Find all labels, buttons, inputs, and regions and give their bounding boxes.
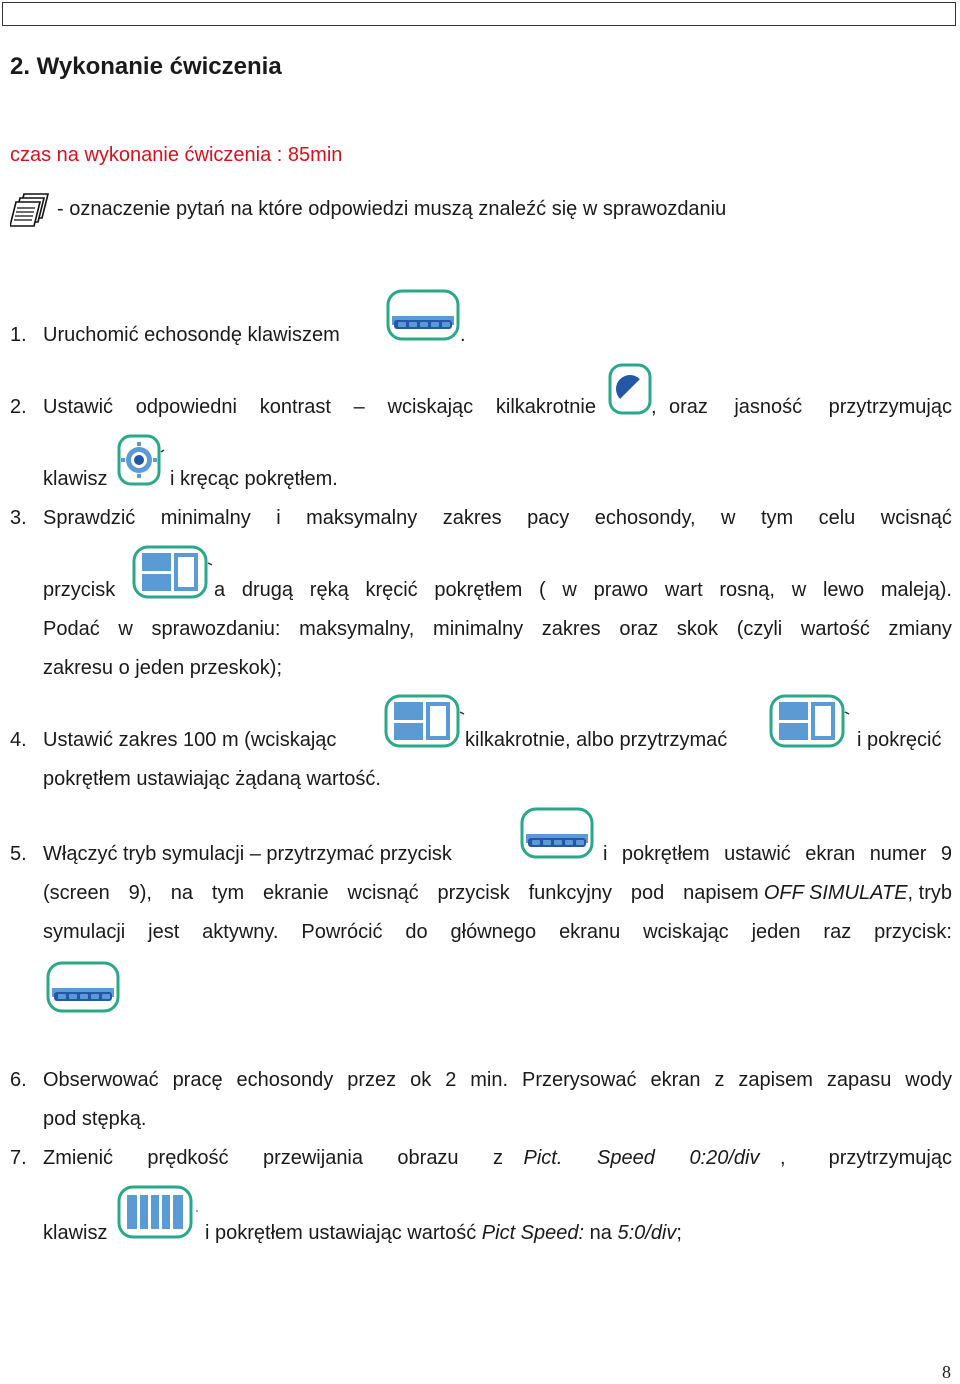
step-2-number: 2. xyxy=(10,396,27,418)
word: a xyxy=(214,579,226,601)
word: przycisk xyxy=(437,882,510,904)
word: Speed xyxy=(597,1147,655,1169)
word: minimalny xyxy=(433,618,524,640)
power-key-icon xyxy=(46,961,122,1015)
word: w xyxy=(118,618,133,640)
step-5-line2-pre xyxy=(43,881,759,905)
step-6-line1 xyxy=(43,1068,952,1092)
word: ręką xyxy=(309,579,349,601)
word: Zmienić xyxy=(43,1147,114,1169)
word: oraz xyxy=(669,396,708,418)
word: min. xyxy=(470,1069,509,1091)
word: celu xyxy=(818,507,856,529)
word: zapisem xyxy=(738,1069,813,1091)
step-5-line2-em: OFF SIMULATE xyxy=(763,882,908,904)
word: ekran xyxy=(650,1069,701,1091)
word: przytrzymując xyxy=(828,1147,952,1169)
word: sprawozdaniu: xyxy=(151,618,281,640)
step-4-line2: pokrętłem ustawiając żądaną wartość. xyxy=(43,768,381,790)
step-1-end: . xyxy=(460,324,466,346)
word: głównego xyxy=(450,921,537,943)
word: pokrętłem xyxy=(434,579,523,601)
step-7-line1-end xyxy=(780,1146,952,1170)
step-3-number: 3. xyxy=(10,507,27,529)
step-5-line2-post: , tryb xyxy=(907,882,952,904)
word: ( xyxy=(538,579,546,601)
word: 9 xyxy=(940,843,952,865)
word: ekranie xyxy=(263,882,329,904)
word: 2 xyxy=(445,1069,457,1091)
word: jest xyxy=(148,921,180,943)
report-pages-icon xyxy=(10,192,50,228)
step-5-a: Włączyć tryb symulacji – przytrzymać przycisk xyxy=(43,843,452,865)
word: minimalny xyxy=(160,507,251,529)
step-4-number: 4. xyxy=(10,729,27,751)
step-2-line2-a: klawisz xyxy=(43,468,108,490)
step-2-line2-b: i kręcąc pokrętłem. xyxy=(170,468,338,490)
word: zakres xyxy=(442,507,502,529)
step-1-text: Uruchomić echosondę klawiszem xyxy=(43,324,340,346)
word: ekran xyxy=(805,843,856,865)
step-3-line3 xyxy=(43,617,952,641)
word: 0:20/div xyxy=(689,1147,760,1169)
brightness-key-icon xyxy=(117,432,165,488)
word: – xyxy=(353,396,365,418)
step-7-line2-a: klawisz xyxy=(43,1222,108,1244)
word: w xyxy=(721,507,736,529)
word: na xyxy=(170,882,194,904)
word: i xyxy=(276,507,281,529)
step-7-number: 7. xyxy=(10,1147,27,1169)
word: symulacji xyxy=(43,921,126,943)
word: echosondy xyxy=(236,1069,334,1091)
word: pacy xyxy=(527,507,570,529)
word: wartość xyxy=(800,618,870,640)
word: ok xyxy=(410,1069,432,1091)
word: Powrócić xyxy=(301,921,383,943)
word: prędkość xyxy=(147,1147,229,1169)
word: kręcić xyxy=(365,579,418,601)
word: oraz xyxy=(619,618,659,640)
power-key-icon xyxy=(386,289,462,343)
word: ekranu xyxy=(559,921,621,943)
word: raz xyxy=(823,921,852,943)
step-2-line1-end xyxy=(669,395,952,419)
range-key-icon xyxy=(384,694,466,750)
word: jeden xyxy=(751,921,801,943)
step-7-line2-b: i pokrętłem ustawiając wartość xyxy=(205,1222,477,1244)
step-7-line1 xyxy=(43,1146,952,1170)
step-3-line2-a: przycisk xyxy=(43,579,116,601)
word: z xyxy=(492,1147,503,1169)
word: przytrzymując xyxy=(828,396,952,418)
word: lewo xyxy=(822,579,865,601)
word: odpowiedni xyxy=(135,396,237,418)
word: (czyli xyxy=(736,618,783,640)
range-key-icon xyxy=(132,545,214,601)
word: wcisnąć xyxy=(880,507,952,529)
word: przycisk: xyxy=(874,921,952,943)
word: wart xyxy=(664,579,703,601)
contrast-key-icon xyxy=(608,363,652,415)
word: aktywny. xyxy=(202,921,279,943)
word: maksymalny xyxy=(306,507,418,529)
word: tym xyxy=(760,507,794,529)
step-4-b: kilkakrotnie, albo przytrzymać xyxy=(465,729,728,751)
step-7-line2-em1: Pict Speed: xyxy=(481,1222,585,1244)
word: tym xyxy=(211,882,245,904)
page-number: 8 xyxy=(942,1362,951,1382)
step-7-line2-em2: 5:0/div xyxy=(617,1222,677,1244)
step-2-line1 xyxy=(43,395,596,419)
step-5-b xyxy=(603,842,952,866)
word: w xyxy=(791,579,807,601)
word: wciskając xyxy=(643,921,729,943)
speed-key-icon xyxy=(117,1185,199,1241)
word: numer xyxy=(869,843,927,865)
word: echosondy, xyxy=(594,507,696,529)
step-7-line2 xyxy=(205,1221,682,1245)
word: w xyxy=(562,579,577,601)
step-6-number: 6. xyxy=(10,1069,27,1091)
step-7-line1-em xyxy=(524,1146,760,1170)
step-7-line1-words xyxy=(43,1146,503,1170)
power-key-icon xyxy=(520,807,596,861)
word: napisem xyxy=(683,882,759,904)
word: obrazu xyxy=(397,1147,459,1169)
step-7-line2-d: ; xyxy=(676,1222,682,1244)
step-3-line1 xyxy=(43,506,952,530)
word: zmiany xyxy=(888,618,952,640)
word: Ustawić xyxy=(43,396,114,418)
word: Pict. xyxy=(523,1147,563,1169)
word: przez xyxy=(347,1069,397,1091)
step-4-c: i pokręcić xyxy=(857,729,942,751)
word: pod xyxy=(630,882,665,904)
word: maksymalny, xyxy=(299,618,415,640)
word: rosną, xyxy=(719,579,775,601)
word: Sprawdzić xyxy=(43,507,136,529)
step-2-comma: , xyxy=(651,396,657,418)
word: kilkakrotnie xyxy=(495,396,596,418)
step-1-number: 1. xyxy=(10,324,27,346)
word: drugą xyxy=(241,579,294,601)
step-5-line2 xyxy=(43,881,952,905)
word: prawo xyxy=(593,579,649,601)
word: jasność xyxy=(734,396,803,418)
word: pokrętłem xyxy=(621,843,710,865)
word: 9), xyxy=(128,882,152,904)
word: (screen xyxy=(43,882,110,904)
word: z xyxy=(714,1069,725,1091)
word: zakres xyxy=(541,618,601,640)
step-3-line2-b xyxy=(214,578,952,602)
word: przewijania xyxy=(262,1147,364,1169)
word: ustawić xyxy=(724,843,791,865)
word: wody xyxy=(905,1069,952,1091)
step-6-line2: pod stępką. xyxy=(43,1108,147,1130)
time-note: czas na wykonanie ćwiczenia : 85min xyxy=(10,144,343,166)
word: pracę xyxy=(172,1069,223,1091)
word: do xyxy=(405,921,428,943)
word: kontrast xyxy=(259,396,331,418)
legend-text: - oznaczenie pytań na które odpowiedzi muszą znaleźć się w sprawozdaniu xyxy=(57,198,727,220)
step-3-line4: zakresu o jeden przeskok); xyxy=(43,657,283,679)
step-4-a: Ustawić zakres 100 m (wciskając xyxy=(43,729,337,751)
word: i xyxy=(603,843,608,865)
step-5-number: 5. xyxy=(10,843,27,865)
step-5-line3 xyxy=(43,920,952,944)
word: Obserwować xyxy=(43,1069,159,1091)
word: wciskając xyxy=(387,396,474,418)
word: zapasu xyxy=(826,1069,892,1091)
word: funkcyjny xyxy=(528,882,612,904)
word: Przerysować xyxy=(522,1069,637,1091)
word: , xyxy=(780,1147,786,1169)
word: skok xyxy=(676,618,719,640)
range-key-icon xyxy=(769,694,851,750)
word: maleją). xyxy=(880,579,952,601)
header-frame xyxy=(2,2,956,26)
page-title: 2. Wykonanie ćwiczenia xyxy=(10,53,282,80)
step-7-line2-c: na xyxy=(589,1222,612,1244)
word: Podać xyxy=(43,618,100,640)
word: wcisnąć xyxy=(347,882,419,904)
